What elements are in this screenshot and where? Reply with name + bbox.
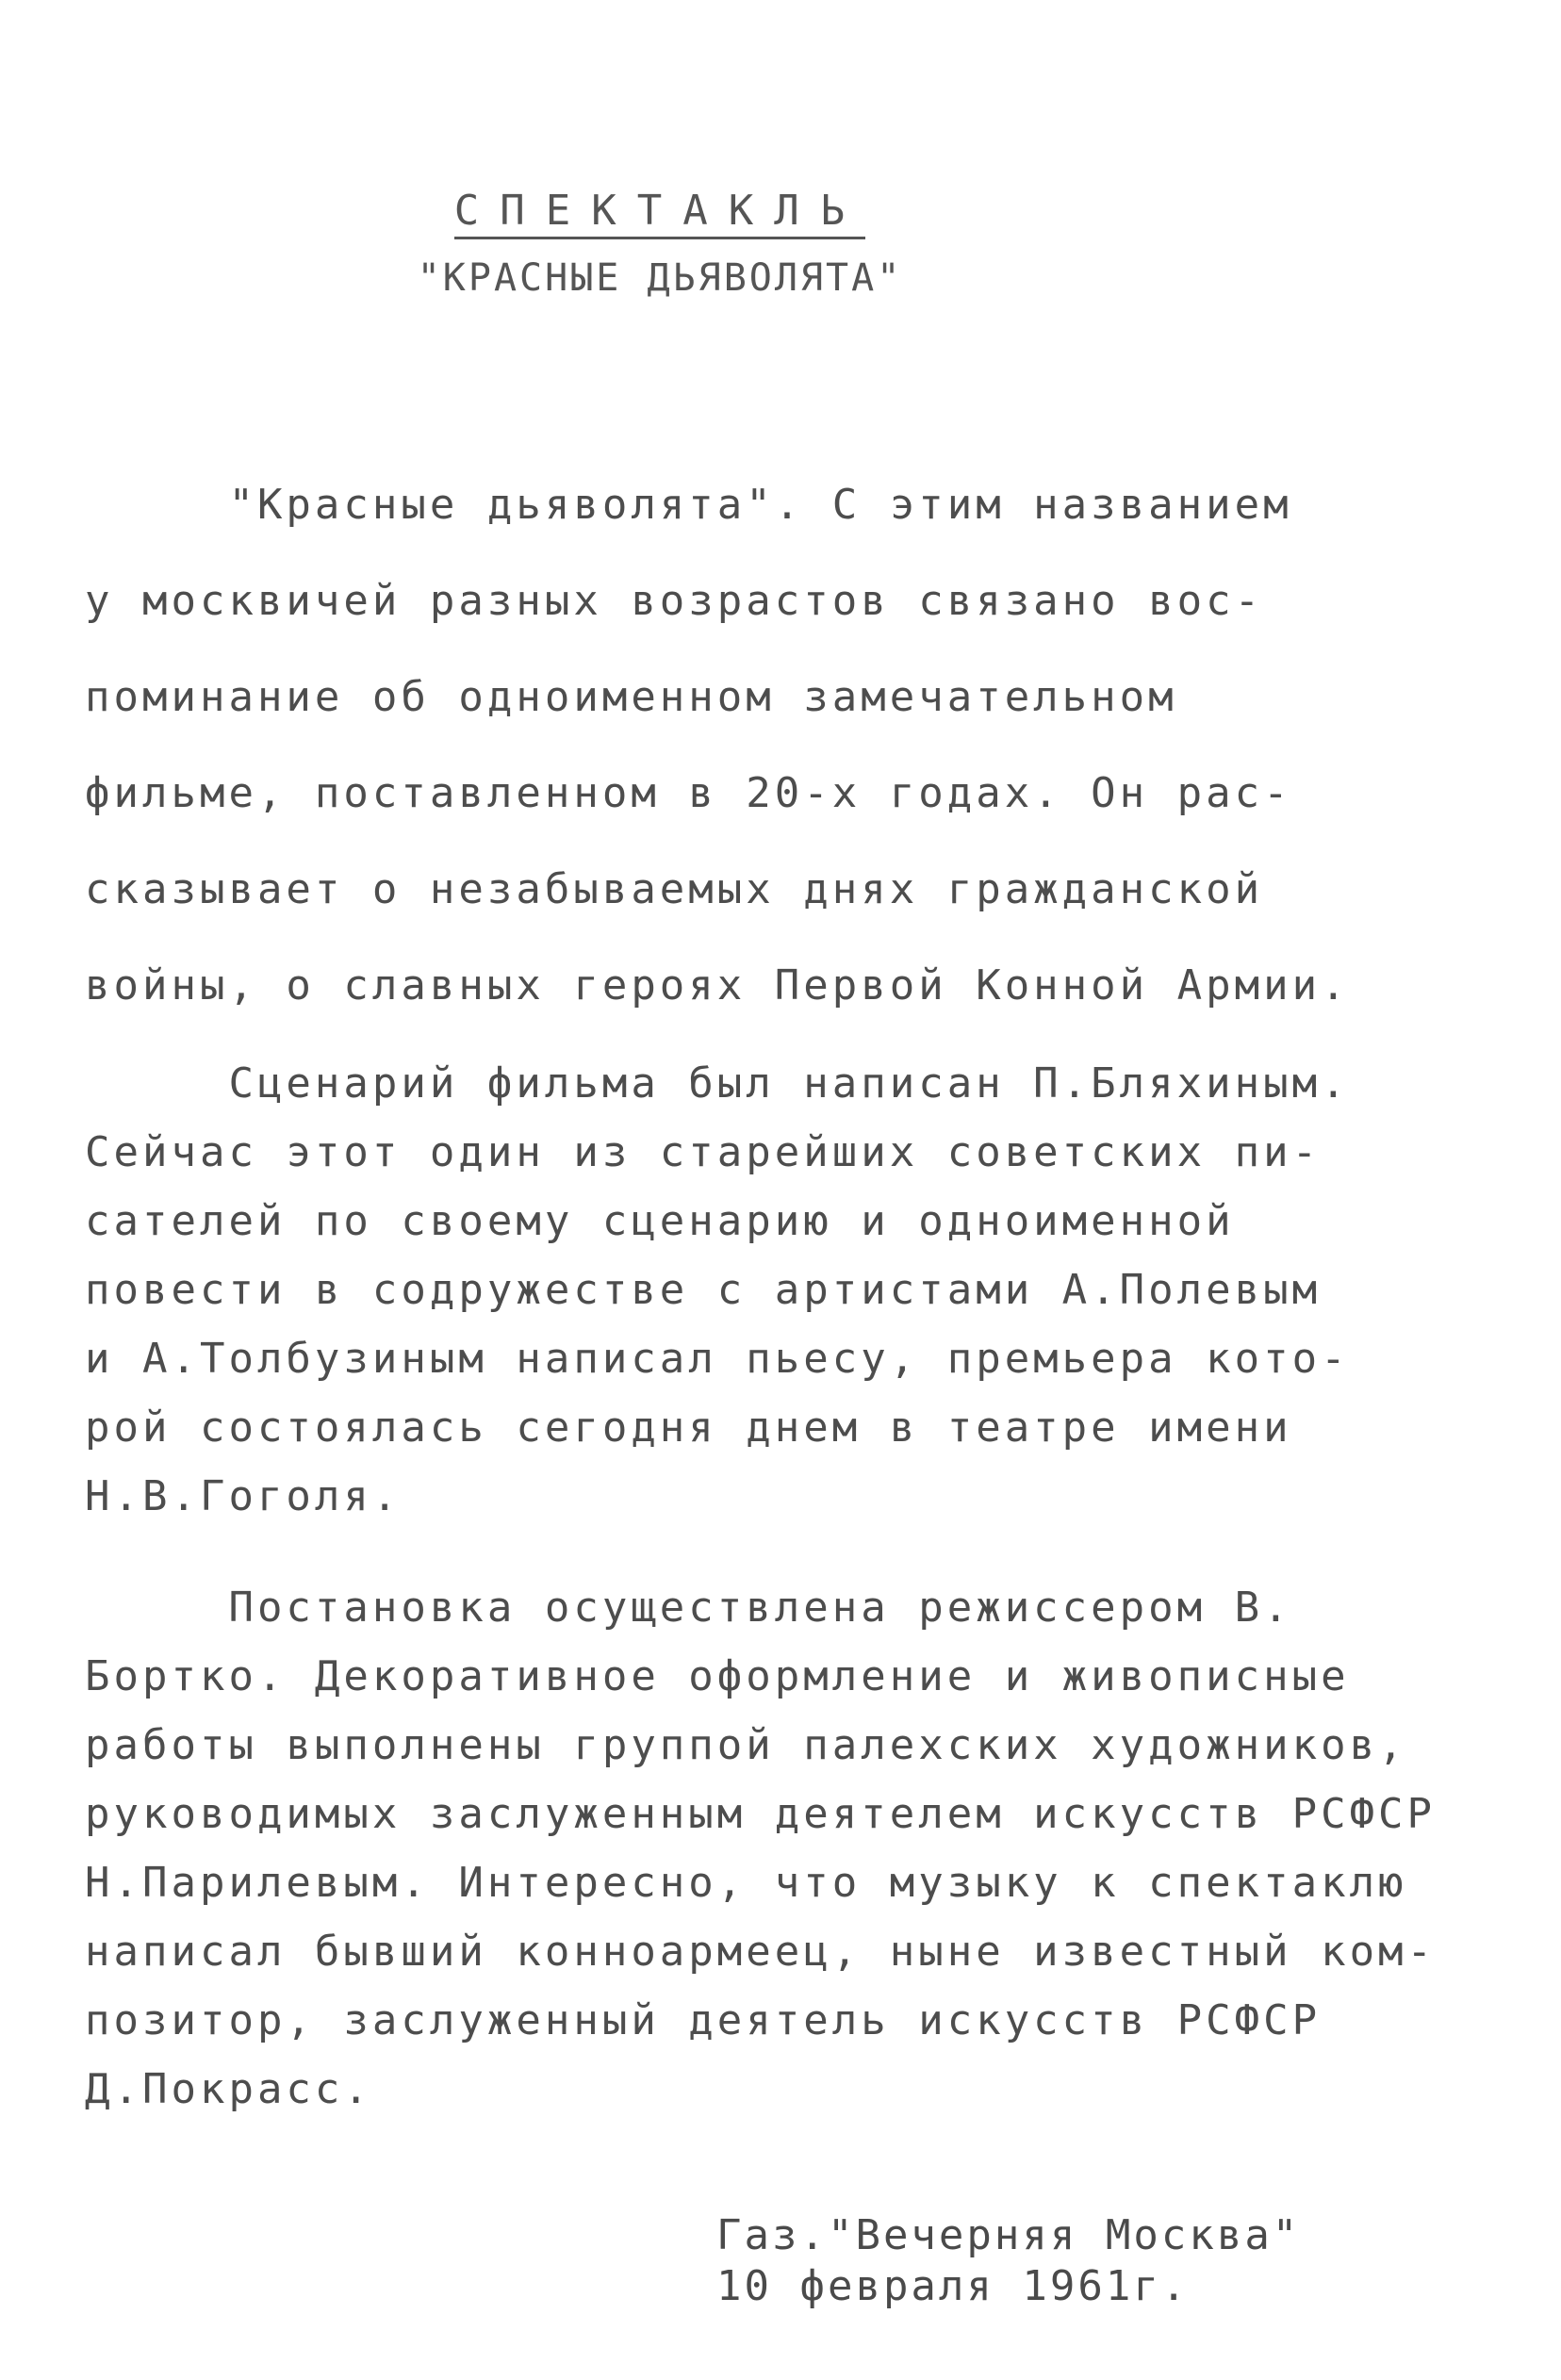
text-line: Н.Парилевым. Интересно, что музыку к спектаклю xyxy=(85,1859,1407,1907)
source-newspaper: Газ."Вечерняя Москва" xyxy=(716,2211,1301,2259)
text-line: "Красные дьяволята". С этим названием xyxy=(85,481,1292,529)
text-line: сказывает о незабываемых днях гражданской xyxy=(85,865,1264,913)
text-line: и А.Толбузиным написал пьесу, премьера кото- xyxy=(85,1335,1350,1383)
text-line: Н.В.Гоголя. xyxy=(85,1472,402,1520)
text-line: сателей по своему сценарию и одноименной xyxy=(85,1197,1235,1245)
text-line: войны, о славных героях Первой Конной Армии. xyxy=(85,961,1350,1009)
text-line: руководимых заслуженным деятелем искусств РСФСР xyxy=(85,1790,1437,1838)
text-line: Постановка осуществлена режиссером В. xyxy=(85,1584,1292,1632)
text-line: Бортко. Декоративное оформление и живописные xyxy=(85,1652,1350,1700)
text-line: фильме, поставленном в 20-х годах. Он рас- xyxy=(85,769,1292,817)
text-line: поминание об одноименном замечательном xyxy=(85,673,1177,721)
text-line: позитор, заслуженный деятель искусств РСФСР xyxy=(85,1996,1322,2044)
document-title: СПЕКТАКЛЬ xyxy=(0,187,1320,235)
text-line: написал бывший конноармеец, ныне известный ком- xyxy=(85,1928,1437,1976)
text-line: работы выполнены группой палехских художников, xyxy=(85,1721,1407,1769)
text-line: Д.Покрасс. xyxy=(85,2065,372,2113)
text-line: повести в содружестве с артистами А.Полевым xyxy=(85,1266,1322,1314)
text-line: Сейчас этот один из старейших советских пи- xyxy=(85,1128,1322,1176)
text-line: у москвичей разных возрастов связано вос- xyxy=(85,577,1264,625)
document-subtitle: "КРАСНЫЕ ДЬЯВОЛЯТА" xyxy=(417,256,903,300)
text-line: рой состоялась сегодня днем в театре имени xyxy=(85,1403,1292,1452)
text-line: Сценарий фильма был написан П.Бляхиным. xyxy=(85,1059,1350,1108)
source-date: 10 февраля 1961г. xyxy=(716,2262,1190,2310)
